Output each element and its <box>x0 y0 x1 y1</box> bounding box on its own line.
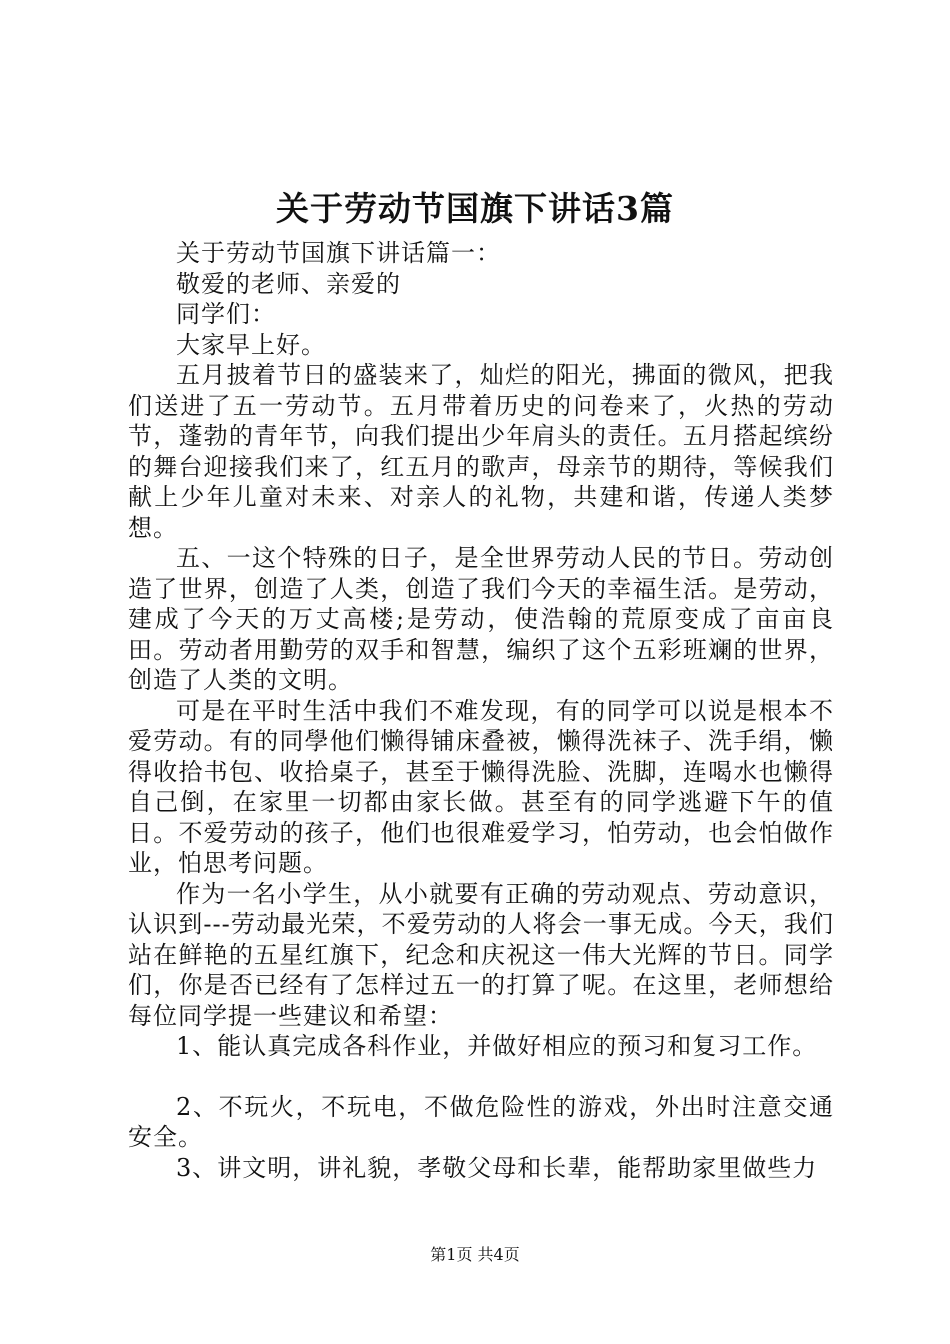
list-item: 1、能认真完成各科作业，并做好相应的预习和复习工作。 <box>176 1032 818 1060</box>
section-heading: 关于劳动节国旗下讲话篇一： <box>176 239 501 267</box>
page-footer: 第1页 共4页 <box>430 1245 520 1264</box>
greeting: 大家早上好。 <box>176 330 326 359</box>
list-item: 3、讲文明，讲礼貌，孝敬父母和长辈，能帮助家里做些力 <box>176 1153 818 1182</box>
list-item: 2、不玩火，不玩电，不做危险性的游戏，外出时注意交通安全。 <box>128 1092 834 1151</box>
document-body <box>128 238 834 1183</box>
body-paragraph: 作为一名小学生，从小就要有正确的劳动观点、劳动意识，认识到---劳动最光荣，不爱劳动的人将会一事无成。今天，我们站在鲜艳的五星红旗下，纪念和庆祝这一伟大光辉的节日。同学们，你是否已经有了怎样过五一的打算了呢。在这里，老师想给每位同学提一些建议和希望： <box>128 879 834 1030</box>
body-paragraph: 五、一这个特殊的日子，是全世界劳动人民的节日。劳动创造了世界，创造了人类，创造了我们今天的幸福生活。是劳动，建成了今天的万丈高楼;是劳动，使浩翰的荒原变成了亩亩良田。劳动者用勤劳的双手和智慧，编织了这个五彩班斓的世界，创造了人类的文明。 <box>128 544 834 694</box>
salutation-line: 同学们： <box>176 300 276 328</box>
body-paragraph: 可是在平时生活中我们不难发现，有的同学可以说是根本不爱劳动。有的同學他们懒得铺床叠被，懒得洗袜子、洗手绢，懒得收拾书包、收拾桌子，甚至于懒得洗脸、洗脚，连喝水也懒得自己倒，在家里一切都由家长做。甚至有的同学逃避下午的值日。不爱劳动的孩子，他们也很难爱学习，怕劳动，也会怕做作业，怕思考问题。 <box>128 696 834 877</box>
document-title: 关于劳动节国旗下讲话3篇 <box>276 189 674 228</box>
salutation-line: 敬爱的老师、亲爱的 <box>176 269 401 298</box>
body-paragraph: 五月披着节日的盛装来了，灿烂的阳光，拂面的微风，把我们送进了五一劳动节。五月带着历史的问卷来了，火热的劳动节，蓬勃的青年节，向我们提出少年肩头的责任。五月搭起缤纷的舞台迎接我们来了，红五月的歌声，母亲节的期待，等候我们献上少年儿童对未来、对亲人的礼物，共建和谐，传递人类梦想。 <box>128 361 834 542</box>
